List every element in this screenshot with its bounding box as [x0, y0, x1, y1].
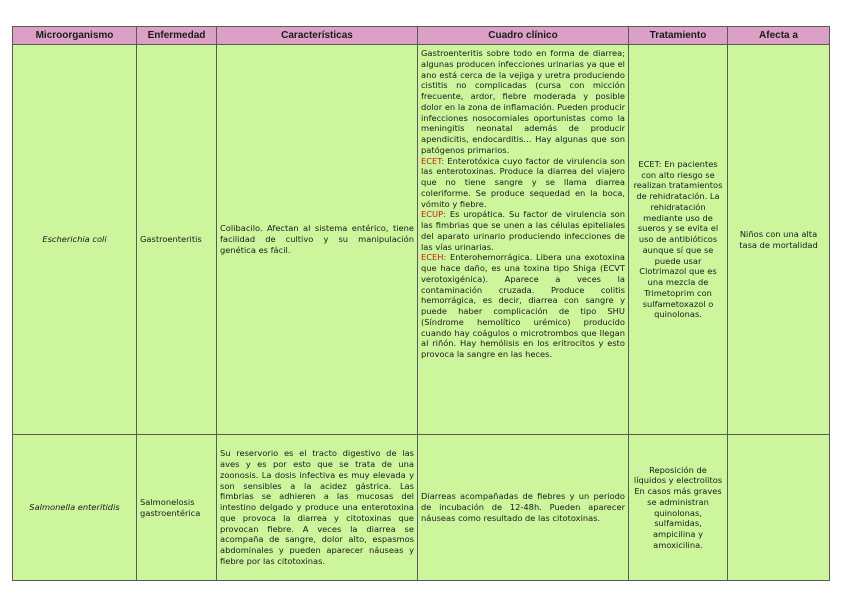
table-row	[13, 45, 830, 435]
cuadro-intro: Gastroenteritis sobre todo en forma de diarrea; algunas producen infecciones urinarias ya que el ano está cerca de la vejiga y uretra produciendo cistitis no complicadas (cursa con micción frecuente, ardor, fiebre moderada y posible dolor en la zona de inflamación. Pueden producir infecciones nosocomiales oportunistas como la meningitis neonatal además de producir apendicitis, endocarditis… Hay algunas que son patógenos primarios.	[421, 48, 625, 155]
cell-caracteristicas: Colibacilo. Afectan al sistema entérico, tiene facilidad de cultivo y su manipulación genética es fácil.	[217, 45, 418, 435]
eceh-text: Enterohemorrágica. Libera una exotoxina que hace daño, es una toxina tipo Shiga (ECVT verotoxigénica). Aparece a veces la contaminación cruzada. Produce colitis hemorrágica, es decir, diarrea con sangre y puede haber complicación de tipo SHU (Síndrome hemolítico urémico) producido cuando hay coágulos o microtrombos que llegan al riñón. Hay hemólisis en los eritrocitos y esto provoca la sangre en las heces.	[421, 252, 625, 359]
cell-afecta-a	[728, 435, 830, 581]
table-row	[13, 435, 830, 581]
header-microorganismo: Microorganismo	[13, 27, 137, 45]
disease-table	[12, 26, 830, 581]
ecet-label: ECET:	[421, 155, 445, 166]
ecup-label: ECUP:	[421, 209, 446, 220]
cuadro-ecet	[421, 156, 625, 210]
cell-microorganismo: Salmonella enteritidis	[13, 435, 137, 581]
header-row	[13, 27, 830, 45]
cell-tratamiento: ECET: En pacientes con alto riesgo se realizan tratamientos de rehidratación. La rehidratación mediante uso de sueros y se evita el uso de antibióticos aunque sí que se puede usar Clotrimazol que es una mezcla de Trimetoprim con sulfametoxazol o quinolonas.	[629, 45, 728, 435]
cell-caracteristicas: Su reservorio es el tracto digestivo de las aves y es por esto que se trata de una zoonosis. La dosis infectiva es muy elevada y son sensibles a la acidez gástrica. Las fimbrias se adhieren a las mucosas del intestino delgado y produce una enterotoxina que provoca la diarrea y citotoxinas que provocan fiebre. A veces la diarrea se acompaña de sangre, dolor alto, espasmos abdominales y pueden aparecer náuseas y fiebre por las citotoxinas.	[217, 435, 418, 581]
cell-cuadro-clinico	[418, 45, 629, 435]
header-cuadro-clinico: Cuadro clínico	[418, 27, 629, 45]
cell-afecta-a: Niños con una alta tasa de mortalidad	[728, 45, 830, 435]
cell-tratamiento: Reposición de líquidos y electrolitos En casos más graves se administran quinolonas, sulfamidas, ampicilina y amoxicilina.	[629, 435, 728, 581]
ecet-text: Enterotóxica cuyo factor de virulencia son las enterotoxinas. Produce la diarrea del viajero que no tiene sangre y se llama diarrea coleriforme. Se produce sequedad en la boca, vómito y fiebre.	[421, 155, 625, 209]
cell-enfermedad: Gastroenteritis	[137, 45, 217, 435]
header-enfermedad: Enfermedad	[137, 27, 217, 45]
cell-cuadro-clinico: Diarreas acompañadas de fiebres y un periodo de incubación de 12-48h. Pueden aparecer náuseas como resultado de las citotoxinas.	[418, 435, 629, 581]
eceh-label: ECEH:	[421, 252, 447, 263]
cell-enfermedad: Salmonelosis gastroentérica	[137, 435, 217, 581]
header-tratamiento: Tratamiento	[629, 27, 728, 45]
cuadro-eceh	[421, 252, 625, 360]
cuadro-ecup	[421, 209, 625, 252]
ecup-text: Es uropática. Su factor de virulencia son las fimbrias que se unen a las células epiteliales del aparato urinario produciendo infecciones de las vías urinarias.	[421, 209, 625, 252]
cell-microorganismo: Escherichia coli	[13, 45, 137, 435]
header-afecta-a: Afecta a	[728, 27, 830, 45]
header-caracteristicas: Características	[217, 27, 418, 45]
